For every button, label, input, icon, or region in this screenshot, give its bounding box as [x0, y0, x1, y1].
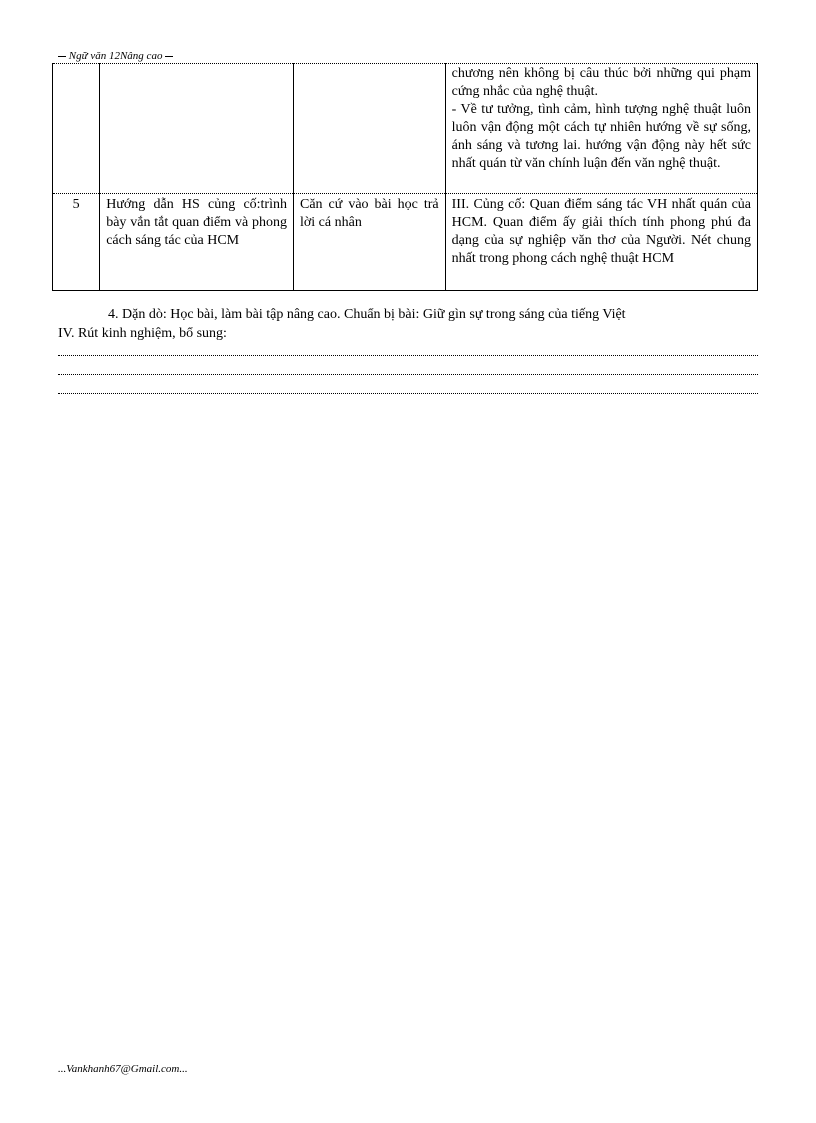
cell-content [445, 64, 757, 194]
homework-line: 4. Dặn dò: Học bài, làm bài tập nâng cao. Chuẩn bị bài: Giữ gìn sự trong sáng của tiếng Việt [108, 307, 626, 322]
cell-student-activity: Căn cứ vào bài học trả lời cá nhân [294, 194, 446, 291]
header-rule-left [58, 56, 66, 57]
page-header [58, 50, 173, 62]
blank-line [58, 374, 758, 375]
cell-teacher-activity: Hướng dẫn HS củng cố:trình bày vắn tắt quan điểm và phong cách sáng tác của HCM [100, 194, 294, 291]
footer-email: ...Vankhanh67@Gmail.com... [58, 1063, 188, 1075]
review-heading: IV. Rút kinh nghiệm, bổ sung: [58, 326, 227, 341]
cell-content: III. Củng cố: Quan điểm sáng tác VH nhất quán của HCM. Quan điểm ấy giải thích tính phong phú đa dạng của sự nghiệp văn thơ của Người. Nét chung nhất trong phong cách nghệ thuật HCM [445, 194, 757, 291]
header-title: Ngữ văn 12Nâng cao [68, 50, 163, 62]
content-paragraph: - Về tư tưởng, tình cảm, hình tượng nghệ thuật luôn luôn vận động một cách tự nhiên hướng về sự sống, ánh sáng và tương lai. hướng vận động này hết sức nhất quán từ văn chính luận đến văn nghệ thuật. [451, 102, 751, 171]
table-row [53, 64, 758, 194]
cell-step [53, 64, 100, 194]
blank-line [58, 393, 758, 394]
cell-step: 5 [53, 194, 100, 291]
lesson-table [52, 63, 758, 291]
content-paragraph: chương nên không bị câu thúc bởi những qui phạm cứng nhắc của nghệ thuật. [451, 66, 751, 99]
closing-section [58, 305, 758, 343]
table-row [53, 194, 758, 291]
cell-student-activity [294, 64, 446, 194]
header-rule-right [165, 56, 173, 57]
cell-teacher-activity [100, 64, 294, 194]
blank-line [58, 355, 758, 356]
